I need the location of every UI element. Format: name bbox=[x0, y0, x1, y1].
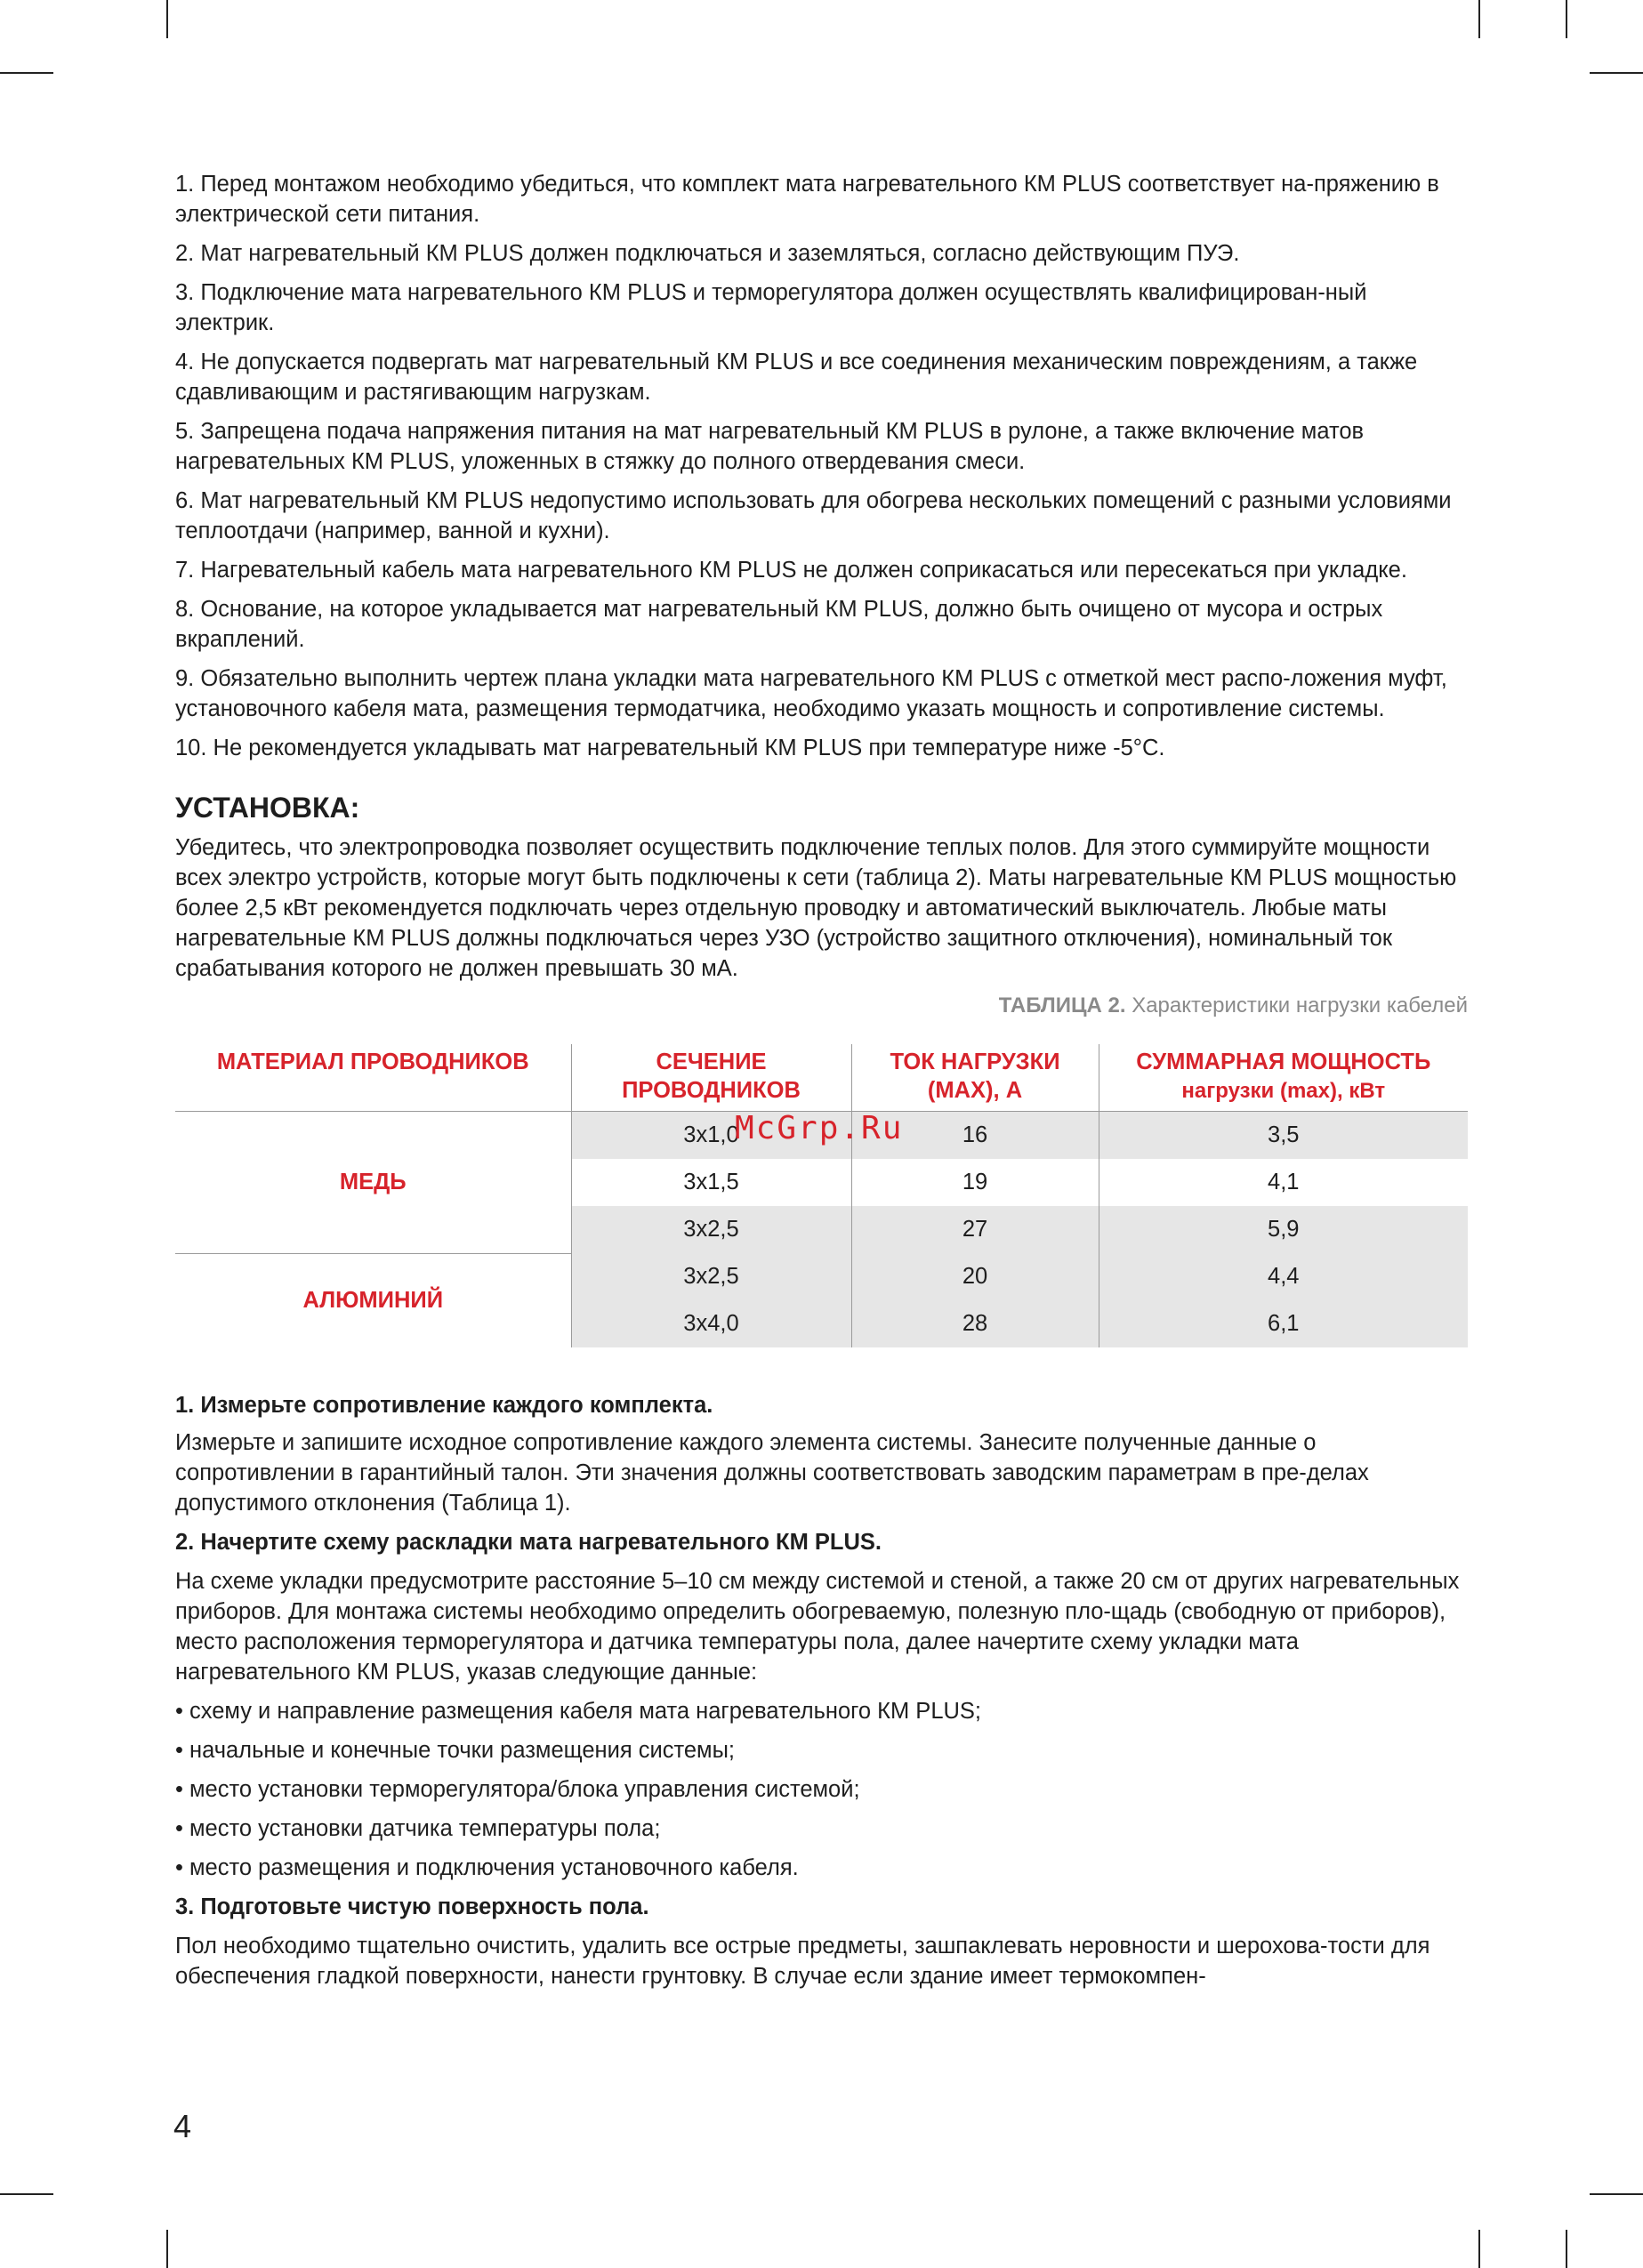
step1-title: 1. Измерьте сопротивление каждого комплекта. bbox=[175, 1393, 713, 1418]
installation-heading: УСТАНОВКА: bbox=[175, 792, 360, 824]
material-copper: МЕДЬ bbox=[175, 1112, 571, 1254]
bullet-item: • схему и направление размещения кабеля мата нагревательного КМ PLUS; bbox=[175, 1699, 982, 1724]
bullet-item: • место установки датчика температуры пола; bbox=[175, 1816, 661, 1841]
cell-section: 3x1,0 bbox=[571, 1112, 851, 1160]
step2-title: 2. Начертите схему раскладки мата нагревательного КМ PLUS. bbox=[175, 1530, 882, 1555]
cell-current: 19 bbox=[851, 1159, 1099, 1206]
header-current: ТОК НАГРУЗКИ (MAX), А bbox=[851, 1044, 1099, 1112]
cell-current: 27 bbox=[851, 1206, 1099, 1253]
cable-load-table bbox=[175, 1044, 1468, 1347]
crop-mark bbox=[0, 2193, 53, 2195]
rule-item: 5. Запрещена подача напряжения питания на мат нагревательный КМ PLUS в рулоне, а также включение матов нагревательных КМ PLUS, уложенных в стяжку до полного отвердевания смеси. bbox=[175, 419, 1365, 474]
rule-item: 4. Не допускается подвергать мат нагревательный КМ PLUS и все соединения механическим повреждениям, а также сдавливающим и растягивающим нагрузкам. bbox=[175, 350, 1418, 405]
crop-mark bbox=[0, 72, 53, 74]
cell-current: 20 bbox=[851, 1253, 1099, 1300]
table-caption-text: Характеристики нагрузки кабелей bbox=[1132, 993, 1468, 1017]
cell-power: 4,4 bbox=[1099, 1253, 1468, 1300]
rule-item: 7. Нагревательный кабель мата нагревательного КМ PLUS не должен соприкасаться или пересекаться при укладке. bbox=[175, 558, 1407, 583]
page-content bbox=[175, 169, 1468, 2000]
crop-mark bbox=[1566, 0, 1567, 38]
cell-current: 28 bbox=[851, 1300, 1099, 1347]
crop-mark bbox=[1566, 2230, 1567, 2268]
cell-section: 3x2,5 bbox=[571, 1253, 851, 1300]
cell-section: 3x1,5 bbox=[571, 1159, 851, 1206]
rule-item: 8. Основание, на которое укладывается мат нагревательный КМ PLUS, должно быть очищено от мусора и острых вкраплений. bbox=[175, 597, 1383, 652]
table-header-row bbox=[175, 1044, 1468, 1112]
rule-item: 1. Перед монтажом необходимо убедиться, что комплект мата нагревательного КМ PLUS соответствует на-пряжению в электрической сети питания. bbox=[175, 172, 1439, 227]
header-power: СУММАРНАЯ МОЩНОСТЬ нагрузки (max), кВт bbox=[1099, 1044, 1468, 1112]
step2-text: На схеме укладки предусмотрите расстояние 5–10 см между системой и стеной, а также 20 см от других нагревательных приборов. Для монтажа системы необходимо определить обогреваемую, полезную пло-щадь (свободную от приборов), место расположения терморегулятора и датчика температуры пола, далее начертите схему укладки мата нагревательного КМ PLUS, указав следующие данные: bbox=[175, 1569, 1460, 1685]
cell-power: 5,9 bbox=[1099, 1206, 1468, 1253]
watermark: McGrp.Ru bbox=[735, 1110, 904, 1146]
crop-mark bbox=[1590, 72, 1643, 74]
cell-power: 4,1 bbox=[1099, 1159, 1468, 1206]
cell-section: 3x4,0 bbox=[571, 1300, 851, 1347]
material-aluminium: АЛЮМИНИЙ bbox=[302, 1287, 444, 1313]
header-material: МАТЕРИАЛ ПРОВОДНИКОВ bbox=[175, 1044, 571, 1112]
installation-intro: Убедитесь, что электропроводка позволяет осуществить подключение теплых полов. Для этого суммируйте мощности всех электро устройств, которые могут быть подключены к сети (таблица 2). Маты нагревательные КМ PLUS мощностью более 2,5 кВт рекомендуется подключать через отдельную проводку и автоматический выключатель. Любые маты нагревательные КМ PLUS должны подключаться через УЗО (устройство защитного отключения), номинальный ток срабатывания которого не должен превышать 30 мА. bbox=[175, 835, 1457, 981]
step3-title: 3. Подготовьте чистую поверхность пола. bbox=[175, 1894, 649, 1919]
bullet-item: • начальные и конечные точки размещения системы; bbox=[175, 1738, 735, 1763]
step1-text: Измерьте и запишите исходное сопротивление каждого элемента системы. Занесите полученные данные о сопротивлении в гарантийный талон. Эти значения должны соответствовать заводским параметрам в пре-делах допустимого отклонения (Таблица 1). bbox=[175, 1430, 1369, 1516]
cell-power: 6,1 bbox=[1099, 1300, 1468, 1347]
crop-mark bbox=[1478, 2230, 1480, 2268]
crop-mark bbox=[166, 2230, 168, 2268]
bullet-item: • место установки терморегулятора/блока управления системой; bbox=[175, 1777, 860, 1802]
bullet-item: • место размещения и подключения установочного кабеля. bbox=[175, 1855, 799, 1880]
cell-power: 3,5 bbox=[1099, 1112, 1468, 1160]
cell-current: 16 bbox=[851, 1112, 1099, 1160]
crop-mark bbox=[166, 0, 168, 38]
rule-item: 9. Обязательно выполнить чертеж плана укладки мата нагревательного КМ PLUS с отметкой мест распо-ложения муфт, установочного кабеля мата, размещения термодатчика, необходимо указать мощность и сопротивление системы. bbox=[175, 666, 1447, 721]
rule-item: 6. Мат нагревательный КМ PLUS недопустимо использовать для обогрева нескольких помещений с разными условиями теплоотдачи (например, ванной и кухни). bbox=[175, 488, 1452, 543]
safety-rules bbox=[175, 169, 1468, 763]
cell-section: 3x2,5 bbox=[571, 1206, 851, 1253]
table-row bbox=[175, 1253, 1468, 1300]
crop-mark bbox=[1478, 0, 1480, 38]
rule-item: 10. Не рекомендуется укладывать мат нагревательный КМ PLUS при температуре ниже -5°С. bbox=[175, 736, 1165, 760]
page-number: 4 bbox=[173, 2108, 192, 2144]
crop-mark bbox=[1590, 2193, 1643, 2195]
table-caption-label: ТАБЛИЦА 2. bbox=[998, 993, 1126, 1017]
table-caption bbox=[175, 991, 1468, 1021]
rule-item: 2. Мат нагревательный КМ PLUS должен подключаться и заземляться, согласно действующим ПУЭ. bbox=[175, 241, 1240, 266]
rule-item: 3. Подключение мата нагревательного КМ PLUS и терморегулятора должен осуществлять квалифицирован-ный электрик. bbox=[175, 280, 1367, 335]
header-section: СЕЧЕНИЕ ПРОВОДНИКОВ bbox=[571, 1044, 851, 1112]
step3-text: Пол необходимо тщательно очистить, удалить все острые предметы, зашпаклевать неровности и шерохова-тости для обеспечения гладкой поверхности, нанести грунтовку. В случае если здание имеет термокомпен- bbox=[175, 1934, 1430, 1989]
